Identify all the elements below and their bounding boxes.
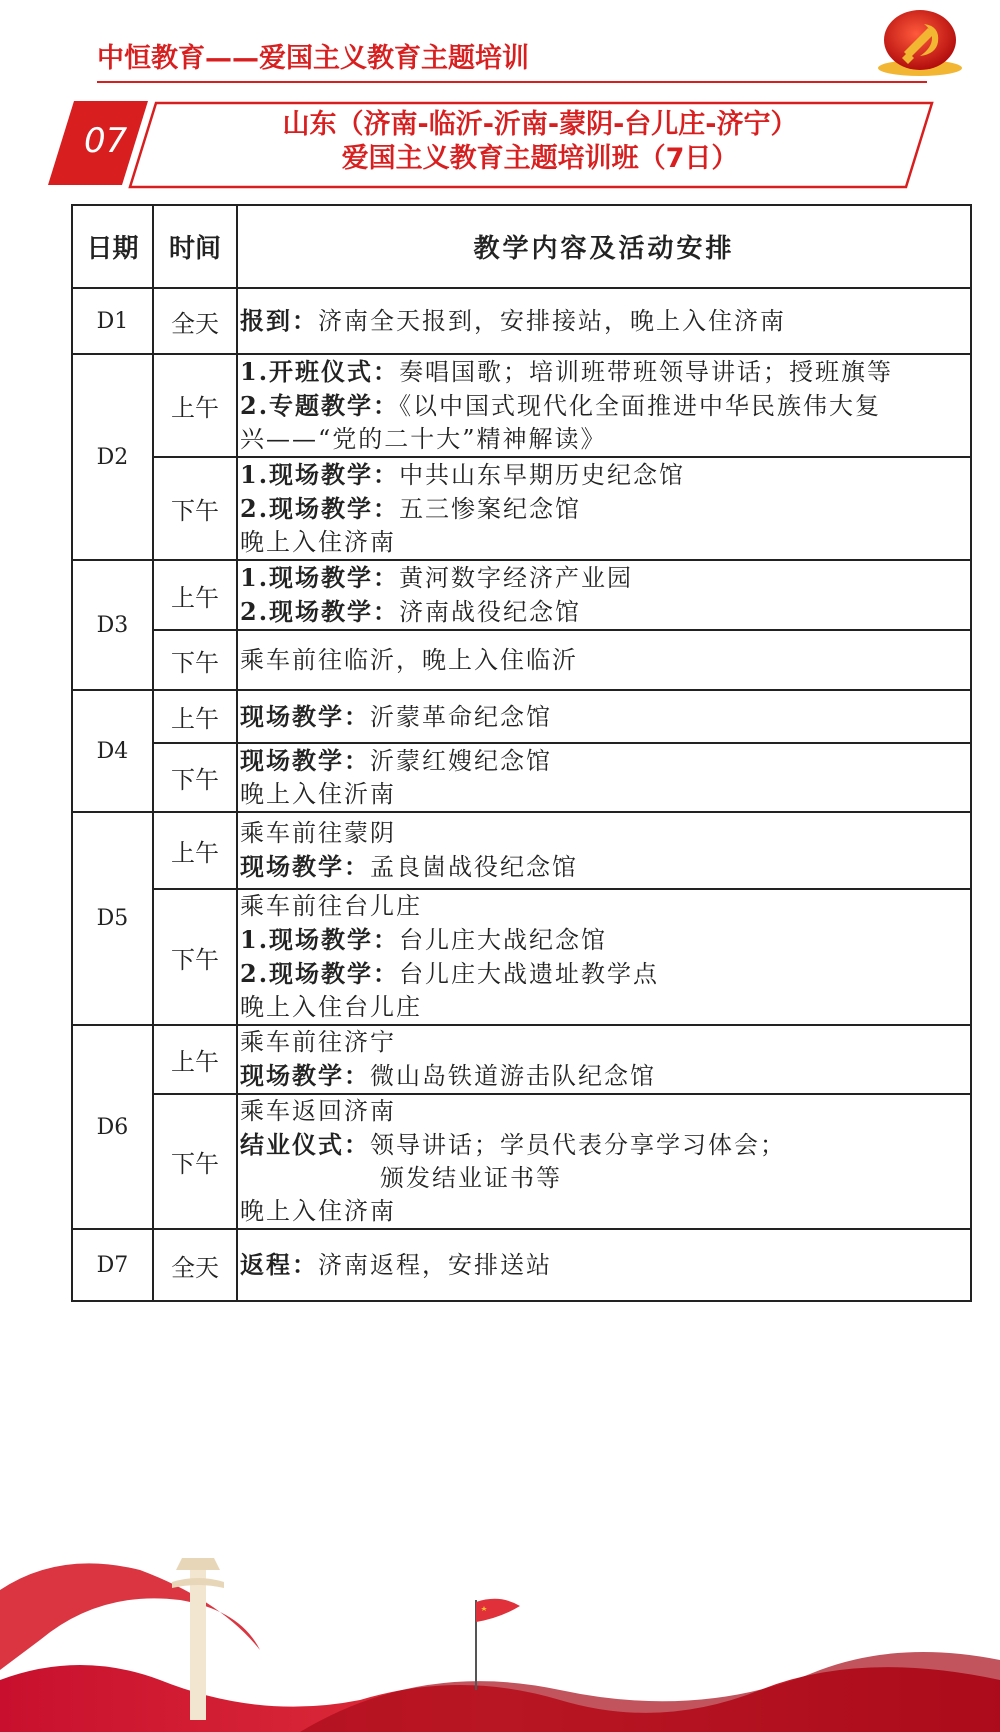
time-cell: 全天: [153, 1229, 237, 1301]
content-line: [240, 890, 970, 923]
content-label: 现场教学：: [240, 852, 370, 881]
content-line: [240, 1162, 970, 1195]
content-text: 晚上入住沂南: [240, 780, 396, 808]
course-title-line2: 爱国主义教育主题培训班（7日）: [341, 143, 739, 174]
day-cell: D3: [72, 560, 153, 690]
content-label: 1.现场教学：: [240, 925, 400, 954]
content-text: 乘车前往临沂，晚上入住临沂: [240, 645, 578, 674]
content-text: 领导讲话；学员代表分享学习体会；: [370, 1131, 786, 1159]
content-text: 济南全天报到，安排接站，晚上入住济南: [318, 307, 786, 335]
content-label: 1.开班仪式：: [240, 357, 400, 386]
content-line: [240, 778, 970, 811]
table-row: [72, 1229, 971, 1301]
content-label: 1.现场教学：: [240, 460, 400, 489]
content-cell: [237, 1094, 971, 1229]
content-text: 晚上入住济南: [240, 1197, 396, 1225]
time-cell: 下午: [153, 743, 237, 812]
content-label: 现场教学：: [240, 746, 370, 775]
content-line: [240, 1026, 970, 1059]
header-time: 时间: [153, 205, 237, 288]
content-cell: [237, 288, 971, 354]
content-cell: [237, 1229, 971, 1301]
content-line: [240, 644, 970, 677]
table-row: [72, 354, 971, 457]
content-line: [240, 700, 970, 734]
content-text: 台儿庄大战纪念馆: [399, 926, 608, 954]
content-text: 孟良崮战役纪念馆: [370, 853, 578, 881]
content-line: [240, 389, 970, 423]
content-label: 2.现场教学：: [240, 494, 400, 523]
time-cell: 下午: [153, 457, 237, 560]
content-label: 2.专题教学：: [240, 391, 400, 420]
content-cell: [237, 1025, 971, 1094]
content-cell: [237, 457, 971, 560]
content-text: 奏唱国歌；培训班带班领导讲话；授班旗等: [399, 358, 894, 386]
party-emblem-icon: [874, 8, 966, 78]
day-cell: D4: [72, 690, 153, 812]
content-text: 沂蒙革命纪念馆: [370, 702, 552, 731]
time-cell: 上午: [153, 354, 237, 457]
content-label: 2.现场教学：: [240, 959, 400, 988]
content-cell: [237, 889, 971, 1025]
time-cell: 全天: [153, 288, 237, 354]
table-header-row: [72, 205, 971, 288]
content-line: [240, 744, 970, 778]
content-label: 1.现场教学：: [240, 563, 400, 592]
content-text: 乘车前往台儿庄: [240, 892, 422, 920]
day-cell: D2: [72, 354, 153, 560]
content-text: 黄河数字经济产业园: [399, 564, 634, 592]
content-line: [240, 850, 970, 884]
time-cell: 下午: [153, 1094, 237, 1229]
schedule-table: [71, 204, 972, 1302]
footer-decoration: [0, 1530, 1000, 1732]
content-cell: [237, 630, 971, 690]
table-row: [72, 560, 971, 630]
content-text: 济南战役纪念馆: [399, 598, 582, 626]
content-line: [240, 458, 970, 492]
content-label: 报到：: [240, 306, 318, 335]
content-text: 乘车前往济宁: [240, 1028, 396, 1056]
time-cell: 上午: [153, 812, 237, 889]
table-row: [72, 288, 971, 354]
time-cell: 上午: [153, 560, 237, 630]
time-cell: 上午: [153, 1025, 237, 1094]
content-line: [240, 423, 970, 456]
content-cell: [237, 743, 971, 812]
content-text: 乘车返回济南: [240, 1097, 396, 1125]
content-line: [240, 595, 970, 629]
table-row: [72, 630, 971, 690]
table-row: [72, 1025, 971, 1094]
header-content: 教学内容及活动安排: [237, 205, 971, 288]
content-line: [240, 355, 970, 389]
day-cell: D1: [72, 288, 153, 354]
content-line: [240, 304, 970, 338]
content-line: [240, 1128, 970, 1162]
table-row: [72, 889, 971, 1025]
content-line: [240, 526, 970, 559]
content-cell: [237, 354, 971, 457]
content-text: 晚上入住济南: [240, 528, 396, 556]
content-cell: [237, 812, 971, 889]
content-line: [240, 561, 970, 595]
table-row: [72, 1094, 971, 1229]
day-cell: D7: [72, 1229, 153, 1301]
content-line: [240, 492, 970, 526]
header-date: 日期: [72, 205, 153, 288]
content-text: 微山岛铁道游击队纪念馆: [370, 1062, 656, 1090]
day-cell: D6: [72, 1025, 153, 1229]
content-text: 颁发结业证书等: [380, 1164, 562, 1192]
content-line: [240, 817, 970, 850]
brand-title: 中恒教育——爱国主义教育主题培训: [97, 43, 529, 74]
content-line: [240, 923, 970, 957]
time-cell: 下午: [153, 630, 237, 690]
day-cell: D5: [72, 812, 153, 1025]
content-label: 2.现场教学：: [240, 597, 400, 626]
content-text: 五三惨案纪念馆: [399, 495, 582, 523]
content-line: [240, 1195, 970, 1228]
content-line: [240, 957, 970, 991]
course-title: [180, 108, 900, 176]
table-row: [72, 812, 971, 889]
time-cell: 下午: [153, 889, 237, 1025]
course-number: 07: [84, 121, 128, 161]
content-label: 结业仪式：: [240, 1130, 370, 1159]
course-title-line1: 山东（济南-临沂-沂南-蒙阴-台儿庄-济宁）: [282, 109, 798, 140]
content-text: 台儿庄大战遗址教学点: [399, 960, 660, 988]
content-text: 沂蒙红嫂纪念馆: [370, 747, 552, 775]
content-line: [240, 1059, 970, 1093]
content-line: [240, 1248, 970, 1282]
content-cell: [237, 560, 971, 630]
table-row: [72, 690, 971, 743]
time-cell: 上午: [153, 690, 237, 743]
header-divider: [97, 81, 927, 83]
content-label: 现场教学：: [240, 701, 370, 731]
table-row: [72, 457, 971, 560]
content-text: 晚上入住台儿庄: [240, 993, 422, 1021]
content-line: [240, 1095, 970, 1128]
content-line: [240, 991, 970, 1024]
content-text: 乘车前往蒙阴: [240, 819, 396, 847]
content-text: 兴——“党的二十大”精神解读》: [240, 425, 607, 453]
content-cell: [237, 690, 971, 743]
content-text: 济南返程，安排送站: [318, 1251, 552, 1279]
content-label: 返程：: [240, 1250, 318, 1279]
content-text: 《以中国式现代化全面推进中华民族伟大复: [399, 392, 882, 420]
content-text: 中共山东早期历史纪念馆: [399, 461, 686, 489]
table-row: [72, 743, 971, 812]
content-label: 现场教学：: [240, 1061, 370, 1090]
